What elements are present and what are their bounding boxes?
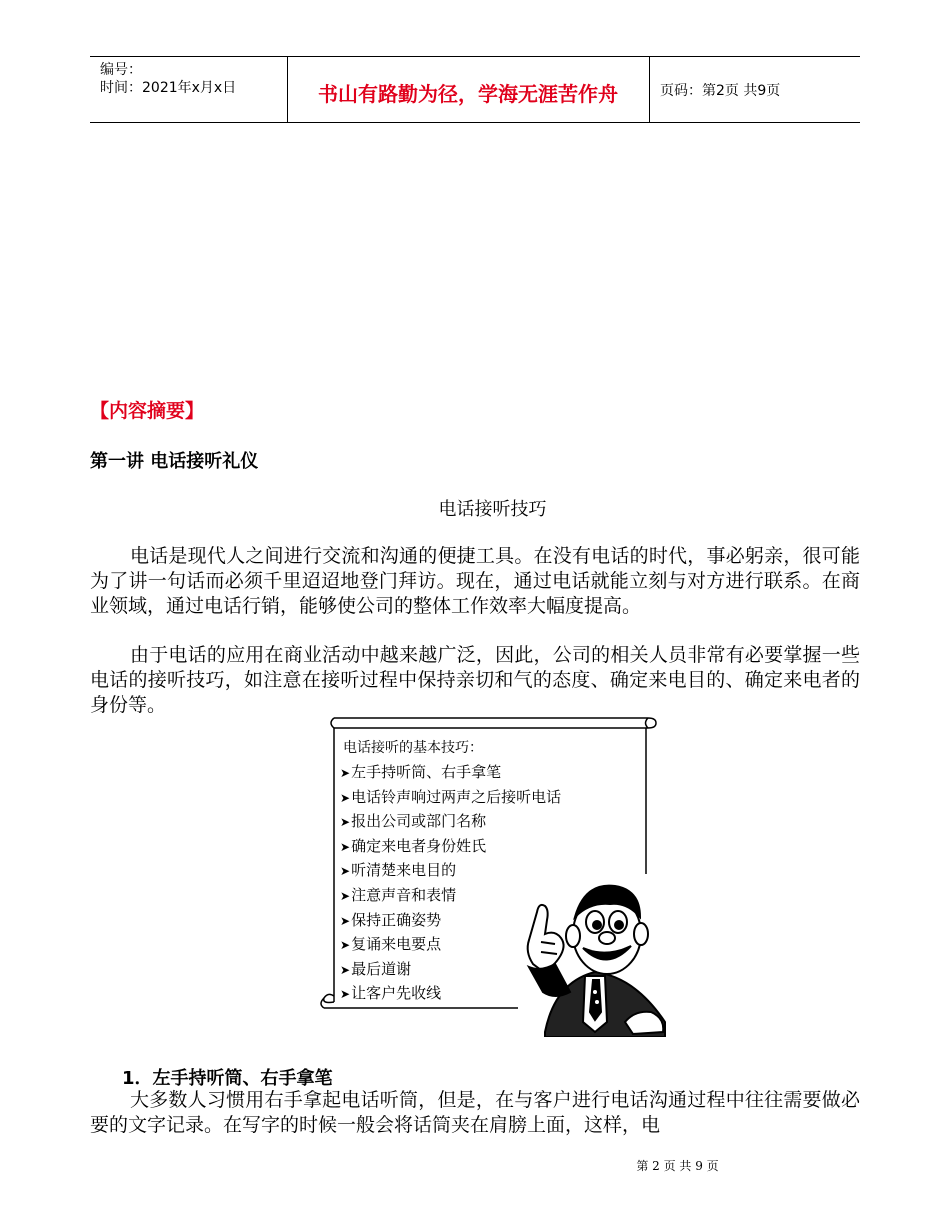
body-paragraph	[90, 643, 860, 718]
arrow-bullet-icon: ➤	[340, 839, 351, 854]
arrow-bullet-icon: ➤	[340, 888, 351, 903]
arrow-bullet-icon: ➤	[340, 913, 351, 928]
arrow-bullet-icon: ➤	[340, 790, 351, 805]
list-item: ➤报出公司或部门名称	[340, 812, 487, 831]
arrow-bullet-icon: ➤	[340, 987, 351, 1002]
header-meta	[100, 61, 236, 97]
subsection-heading: 1．左手持听筒、右手拿笔	[122, 1068, 333, 1089]
list-item: ➤注意声音和表情	[340, 885, 457, 904]
summary-heading: 【内容摘要】	[90, 400, 205, 422]
paragraph-text: 电话是现代人之间进行交流和沟通的便捷工具。在没有电话的时代，事必躬亲，很可能为了讲一句话而必须千里迢迢地登门拜访。现在，通过电话就能立刻与对方进行联系。在商业领域，通过电话行销，能够使公司的整体工作效率大幅度提高。	[90, 545, 860, 617]
doc-time-label: 时间：2021年x月x日	[100, 80, 237, 96]
arrow-bullet-icon: ➤	[340, 864, 351, 879]
header-divider	[649, 56, 650, 122]
list-item: ➤复诵来电要点	[340, 935, 442, 954]
body-paragraph	[90, 544, 860, 619]
paragraph-text: 大多数人习惯用右手拿起电话听筒，但是，在与客户进行电话沟通过程中往往需要做必要的文字记录。在写字的时候一般会将话筒夹在肩膀上面，这样，电	[90, 1089, 860, 1136]
list-item: ➤左手持听筒、右手拿笔	[340, 763, 502, 781]
list-item: ➤听清楚来电目的	[340, 861, 457, 880]
arrow-bullet-icon: ➤	[340, 766, 351, 780]
header-top-rule	[90, 56, 860, 57]
header-motto: 书山有路勤为径，学海无涯苦作舟	[318, 82, 618, 106]
list-item: ➤电话铃声响过两声之后接听电话	[340, 787, 562, 806]
list-item: ➤保持正确姿势	[340, 910, 442, 929]
list-item: ➤确定来电者身份姓氏	[340, 836, 487, 855]
body-paragraph	[90, 1088, 860, 1138]
list-item: ➤最后道谢	[340, 959, 412, 978]
arrow-bullet-icon: ➤	[340, 815, 351, 830]
lecture-title: 第一讲 电话接听礼仪	[90, 451, 259, 472]
section-title: 电话接听技巧	[438, 499, 547, 520]
arrow-bullet-icon: ➤	[340, 962, 351, 977]
paragraph-text: 由于电话的应用在商业活动中越来越广泛，因此，公司的相关人员非常有必要掌握一些电话的接听技巧，如注意在接听过程中保持亲切和气的态度、确定来电目的、确定来电者的身份等。	[90, 644, 860, 716]
cartoon-man-icon	[515, 872, 680, 1037]
tips-title: 电话接听的基本技巧：	[343, 740, 483, 756]
header-bottom-rule	[90, 122, 860, 123]
page-footer: 第 2 页 共 9 页	[636, 1159, 719, 1173]
doc-number-label: 编号：	[100, 62, 142, 78]
list-item: ➤让客户先收线	[340, 984, 442, 1003]
arrow-bullet-icon: ➤	[340, 938, 351, 953]
header-page-label: 页码：第2页 共9页	[660, 83, 781, 99]
